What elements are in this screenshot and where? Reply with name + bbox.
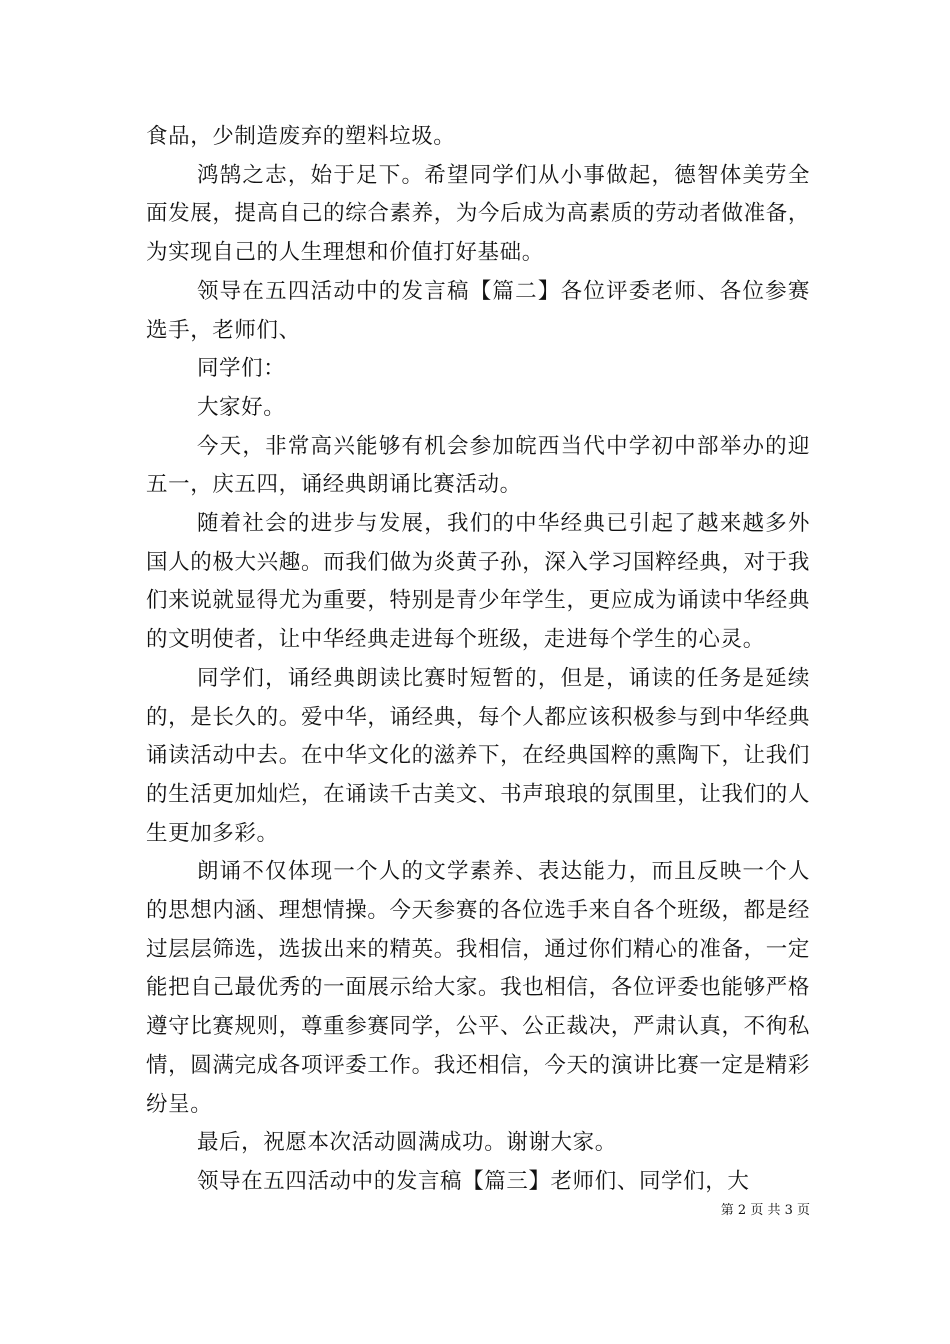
paragraph-continuation: 食品，少制造废弃的塑料垃圾。 <box>146 124 456 149</box>
paragraph-8: 同学们，诵经典朗读比赛时短暂的，但是，诵读的任务是延续的，是长久的。爱中华，诵经典，每个人都应该积极参与到中华经典诵读活动中去。在中华文化的滋养下，在经典国粹的熏陶下，让我们的生活更加灿烂，在诵读千古美文、书声琅琅的氛围里，让我们的人生更加多彩。 <box>146 665 810 846</box>
paragraph-9: 朗诵不仅体现一个人的文学素养、表达能力，而且反映一个人的思想内涵、理想情操。今天参赛的各位选手来自各个班级，都是经过层层筛选，选拔出来的精英。我相信，通过你们精心的准备，一定能把自己最优秀的一面展示给大家。我也相信，各位评委也能够严格遵守比赛规则，尊重参赛同学，公平、公正裁决，严肃认真，不徇私情，圆满完成各项评委工作。我还相信，今天的演讲比赛一定是精彩纷呈。 <box>146 859 810 1117</box>
paragraph-10-closing: 最后，祝愿本次活动圆满成功。谢谢大家。 <box>196 1130 617 1156</box>
paragraph-7: 随着社会的进步与发展，我们的中华经典已引起了越来越多外国人的极大兴趣。而我们做为炎黄子孙，深入学习国粹经典，对于我们来说就显得尤为重要，特别是青少年学生，更应成为诵读中华经典的文明使者，让中华经典走进每个班级，走进每个学生的心灵。 <box>146 511 810 653</box>
paragraph-11-section-heading: 领导在五四活动中的发言稿【篇三】老师们、同学们，大 <box>196 1168 750 1194</box>
paragraph-5-greeting: 大家好。 <box>196 394 286 420</box>
document-body <box>146 118 810 1202</box>
paragraph-3-section-heading: 领导在五四活动中的发言稿【篇二】各位评委老师、各位参赛选手，老师们、 <box>146 278 810 343</box>
page-number-footer: 第 2 页 共 3 页 <box>720 1203 810 1218</box>
paragraph-4-salutation: 同学们： <box>196 356 286 382</box>
paragraph-6: 今天，非常高兴能够有机会参加皖西当代中学初中部举办的迎五一，庆五四，诵经典朗诵比赛活动。 <box>146 433 810 498</box>
paragraph-2: 鸿鹄之志，始于足下。希望同学们从小事做起，德智体美劳全面发展，提高自己的综合素养，为今后成为高素质的劳动者做准备，为实现自己的人生理想和价值打好基础。 <box>146 162 810 266</box>
